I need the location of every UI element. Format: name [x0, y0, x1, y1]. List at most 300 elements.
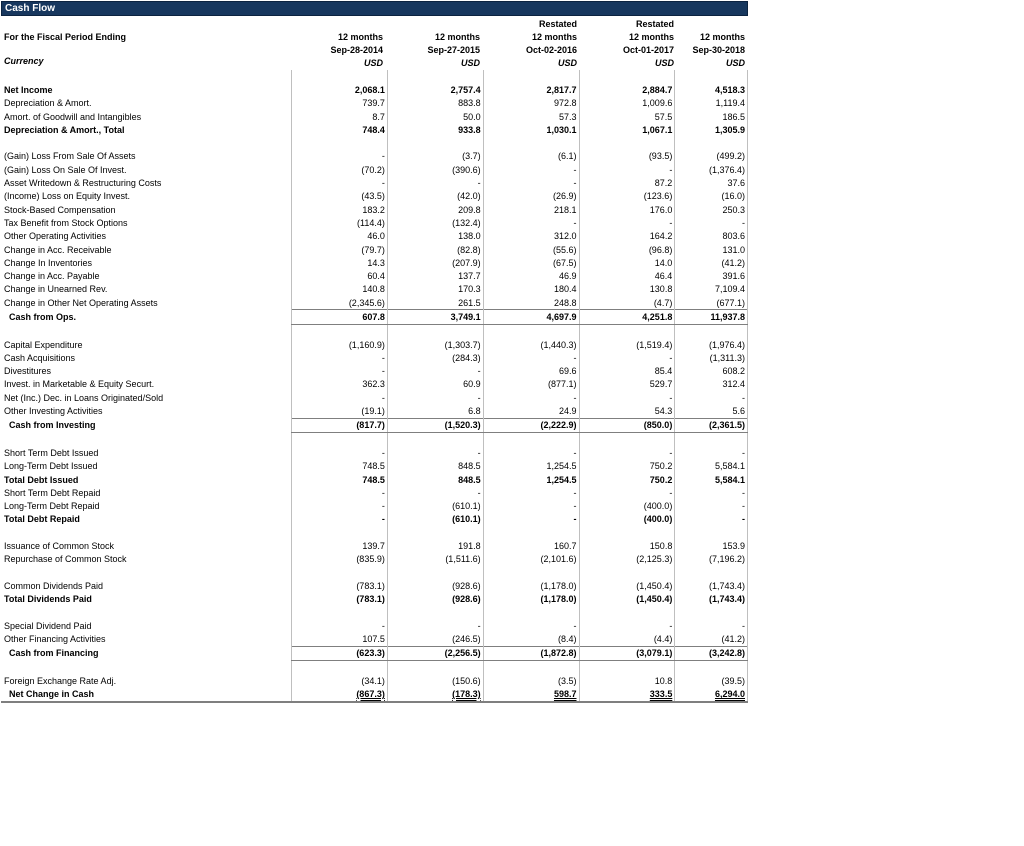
row-value: 140.8 [292, 283, 388, 296]
table-row [1, 593, 748, 606]
row-value: (1,303.7) [387, 338, 483, 351]
row-label: Cash from Ops. [9, 311, 77, 322]
table-header [1, 16, 748, 70]
row-value: 186.5 [675, 110, 748, 123]
column-header-currency: USD [725, 58, 745, 68]
row-value: 848.5 [387, 460, 483, 473]
row-value: - [483, 351, 579, 364]
row-value: 1,305.9 [675, 123, 748, 136]
row-value: 608.2 [675, 365, 748, 378]
row-label: Change in Other Net Operating Assets [4, 297, 158, 308]
row-label: Cash from Investing [9, 420, 96, 431]
row-value: 160.7 [483, 539, 579, 552]
row-value: (2,101.6) [483, 553, 579, 566]
column-header [481, 16, 577, 70]
row-value: (1,178.0) [483, 579, 579, 592]
column-header-line3: Oct-01-2017 [622, 45, 674, 55]
row-value: (623.3) [292, 646, 388, 660]
row-label: Long-Term Debt Issued [4, 461, 98, 472]
spacer-row [1, 324, 748, 338]
row-value: (178.3) [387, 688, 483, 701]
row-value [579, 70, 675, 83]
row-value: 6.8 [387, 404, 483, 418]
row-value: (2,256.5) [387, 646, 483, 660]
row-value: 138.0 [387, 230, 483, 243]
row-value: (390.6) [387, 163, 483, 176]
row-value: 137.7 [387, 269, 483, 282]
row-value: (93.5) [579, 150, 675, 163]
row-value: - [579, 619, 675, 632]
row-value: 14.3 [292, 256, 388, 269]
row-value: 69.6 [483, 365, 579, 378]
table-row [1, 283, 748, 296]
row-value: 14.0 [579, 256, 675, 269]
row-value: (114.4) [292, 216, 388, 229]
row-value [387, 433, 483, 447]
row-value: (610.1) [387, 500, 483, 513]
row-value: (928.6) [387, 593, 483, 606]
table-row [1, 391, 748, 404]
row-label [1, 661, 292, 675]
row-label: Total Debt Repaid [4, 514, 80, 525]
row-value: - [292, 176, 388, 189]
row-value: 1,254.5 [483, 460, 579, 473]
row-label [1, 324, 292, 338]
spacer-row [1, 433, 748, 447]
row-value: 10.8 [579, 674, 675, 687]
row-value: 312.4 [675, 378, 748, 391]
row-value: (1,872.8) [483, 646, 579, 660]
row-value: 748.4 [292, 123, 388, 136]
row-value: 250.3 [675, 203, 748, 216]
table-row [1, 310, 748, 324]
row-value: (1,160.9) [292, 338, 388, 351]
column-header-line2: 12 months [628, 32, 674, 42]
row-value: - [483, 163, 579, 176]
row-value [387, 566, 483, 579]
table-row [1, 619, 748, 632]
bottom-rule [1, 701, 748, 703]
row-value [675, 526, 748, 539]
row-value: 748.5 [292, 460, 388, 473]
row-value: 4,518.3 [675, 83, 748, 96]
row-value: (3,242.8) [675, 646, 748, 660]
row-value [675, 433, 748, 447]
row-value: (4.4) [579, 632, 675, 646]
row-value: (96.8) [579, 243, 675, 256]
row-value: 54.3 [579, 404, 675, 418]
column-header [384, 16, 480, 70]
cash-flow-table [1, 70, 748, 701]
row-value: (79.7) [292, 243, 388, 256]
row-value: 46.0 [292, 230, 388, 243]
row-value: - [579, 351, 675, 364]
row-value: 139.7 [292, 539, 388, 552]
row-value: (2,222.9) [483, 418, 579, 432]
row-value: 11,937.8 [675, 310, 748, 324]
row-value: - [483, 391, 579, 404]
row-value: 4,697.9 [483, 310, 579, 324]
row-value: (284.3) [387, 351, 483, 364]
table-row [1, 500, 748, 513]
row-value [483, 433, 579, 447]
row-value: 972.8 [483, 97, 579, 110]
row-value: - [483, 216, 579, 229]
table-row [1, 365, 748, 378]
column-header-line2: 12 months [337, 32, 383, 42]
table-row [1, 216, 748, 229]
row-value: 87.2 [579, 176, 675, 189]
row-label: Foreign Exchange Rate Adj. [4, 676, 117, 686]
column-header-currency: USD [557, 58, 577, 68]
row-value: 333.5 [579, 688, 675, 701]
row-value: (67.5) [483, 256, 579, 269]
row-value: (70.2) [292, 163, 388, 176]
row-value [387, 136, 483, 149]
table-row [1, 378, 748, 391]
row-value [579, 661, 675, 675]
row-value: 153.9 [675, 539, 748, 552]
table-row [1, 123, 748, 136]
row-value: (3,079.1) [579, 646, 675, 660]
table-row [1, 632, 748, 646]
row-value: (82.8) [387, 243, 483, 256]
row-value [292, 70, 388, 83]
row-value: (817.7) [292, 418, 388, 432]
row-label: Net Income [4, 84, 53, 95]
row-value: (246.5) [387, 632, 483, 646]
row-value: 50.0 [387, 110, 483, 123]
table-row [1, 473, 748, 486]
table-row [1, 446, 748, 459]
row-label: Tax Benefit from Stock Options [4, 217, 128, 228]
row-value: - [675, 486, 748, 499]
row-value [675, 324, 748, 338]
row-value: - [387, 619, 483, 632]
row-label: Change in Acc. Payable [4, 271, 100, 282]
row-value: (19.1) [292, 404, 388, 418]
column-header-line3: Oct-02-2016 [525, 45, 577, 55]
table-row [1, 418, 748, 432]
row-value: - [675, 500, 748, 513]
row-label [1, 70, 292, 83]
row-value: 37.6 [675, 176, 748, 189]
row-value: 2,817.7 [483, 83, 579, 96]
row-value: 598.7 [483, 688, 579, 701]
row-value: 191.8 [387, 539, 483, 552]
row-value: (26.9) [483, 190, 579, 203]
row-value: - [675, 391, 748, 404]
row-label: Depreciation & Amort., Total [4, 124, 125, 135]
row-label: Short Term Debt Repaid [4, 487, 101, 498]
row-value: 391.6 [675, 269, 748, 282]
row-label: Asset Writedown & Restructuring Costs [4, 178, 162, 189]
row-value: - [483, 513, 579, 526]
table-row [1, 553, 748, 566]
row-value: (3.7) [387, 150, 483, 163]
row-value [387, 661, 483, 675]
row-label: Special Dividend Paid [4, 620, 92, 631]
row-value: 750.2 [579, 473, 675, 486]
table-row [1, 110, 748, 123]
row-value [483, 70, 579, 83]
row-value [483, 606, 579, 619]
row-value: (43.5) [292, 190, 388, 203]
row-value: 248.8 [483, 296, 579, 310]
row-label: Other Financing Activities [4, 634, 106, 645]
row-value: 218.1 [483, 203, 579, 216]
table-row [1, 190, 748, 203]
row-value: 85.4 [579, 365, 675, 378]
column-header-line1 [649, 18, 745, 31]
row-value: - [483, 500, 579, 513]
row-value: 8.7 [292, 110, 388, 123]
row-label: Depreciation & Amort. [4, 98, 92, 109]
row-value: - [292, 150, 388, 163]
row-label: Amort. of Goodwill and Intangibles [4, 111, 142, 122]
row-value: 5,584.1 [675, 473, 748, 486]
spacer-row [1, 136, 748, 149]
row-label: Common Dividends Paid [4, 580, 104, 591]
row-label: Divestitures [4, 366, 52, 377]
row-value: (2,125.3) [579, 553, 675, 566]
row-value: (41.2) [675, 632, 748, 646]
row-value: (3.5) [483, 674, 579, 687]
row-value: (41.2) [675, 256, 748, 269]
table-row [1, 539, 748, 552]
row-label: Change In Inventories [4, 257, 93, 268]
column-header-currency: USD [363, 58, 383, 68]
row-value: 1,067.1 [579, 123, 675, 136]
row-value: (4.7) [579, 296, 675, 310]
row-value: - [483, 446, 579, 459]
table-row [1, 338, 748, 351]
row-value: 529.7 [579, 378, 675, 391]
row-value [292, 661, 388, 675]
row-value: (1,519.4) [579, 338, 675, 351]
table-row [1, 163, 748, 176]
row-value: 46.4 [579, 269, 675, 282]
column-header-line3: Sep-27-2015 [427, 45, 480, 55]
row-value: 4,251.8 [579, 310, 675, 324]
row-label: Invest. in Marketable & Equity Securt. [4, 379, 155, 390]
row-value [387, 526, 483, 539]
row-value: 183.2 [292, 203, 388, 216]
table-row [1, 351, 748, 364]
row-value: 57.5 [579, 110, 675, 123]
row-label: (Gain) Loss From Sale Of Assets [4, 151, 136, 162]
row-value [292, 606, 388, 619]
row-value [675, 70, 748, 83]
row-value [675, 566, 748, 579]
row-value: 60.9 [387, 378, 483, 391]
table-row [1, 243, 748, 256]
row-value [292, 136, 388, 149]
row-value: 46.9 [483, 269, 579, 282]
row-value: (8.4) [483, 632, 579, 646]
row-value: (1,440.3) [483, 338, 579, 351]
row-value: (1,311.3) [675, 351, 748, 364]
row-value [579, 324, 675, 338]
row-value: - [387, 486, 483, 499]
column-header-currency: USD [460, 58, 480, 68]
column-header-line3: Sep-28-2014 [330, 45, 383, 55]
row-value [579, 606, 675, 619]
row-value [387, 606, 483, 619]
row-value: - [387, 176, 483, 189]
table-row [1, 646, 748, 660]
row-value: - [292, 619, 388, 632]
row-value: - [387, 365, 483, 378]
row-value: 7,109.4 [675, 283, 748, 296]
row-value: (610.1) [387, 513, 483, 526]
row-value [579, 566, 675, 579]
row-label: Capital Expenditure [4, 339, 83, 350]
row-value: (677.1) [675, 296, 748, 310]
table-row [1, 460, 748, 473]
row-value: (1,743.4) [675, 579, 748, 592]
row-value: 24.9 [483, 404, 579, 418]
row-value: - [579, 446, 675, 459]
row-label: Net Change in Cash [9, 689, 95, 700]
table-row [1, 269, 748, 282]
row-value: - [292, 365, 388, 378]
row-value: - [579, 163, 675, 176]
row-value: 2,757.4 [387, 83, 483, 96]
row-value: - [483, 486, 579, 499]
row-label [1, 566, 292, 579]
currency-label: Currency [4, 56, 44, 66]
row-label: Other Investing Activities [4, 406, 103, 417]
table-row [1, 97, 748, 110]
row-value [579, 433, 675, 447]
row-value [483, 526, 579, 539]
column-header-line2: 12 months [531, 32, 577, 42]
table-row [1, 150, 748, 163]
row-value [579, 136, 675, 149]
row-value: (55.6) [483, 243, 579, 256]
column-header-line2: 12 months [434, 32, 480, 42]
row-value: (1,743.4) [675, 593, 748, 606]
spacer-row [1, 70, 748, 83]
row-value: (850.0) [579, 418, 675, 432]
row-value: (1,376.4) [675, 163, 748, 176]
spacer-row [1, 526, 748, 539]
table-row [1, 674, 748, 687]
row-label: Net (Inc.) Dec. in Loans Originated/Sold [4, 392, 164, 403]
cash-flow-sheet [1, 1, 748, 703]
row-value: (1,178.0) [483, 593, 579, 606]
row-value: - [675, 216, 748, 229]
row-label [1, 526, 292, 539]
row-value: - [292, 446, 388, 459]
column-header-line1 [287, 18, 383, 31]
row-value [675, 136, 748, 149]
row-value: - [387, 391, 483, 404]
row-value: 130.8 [579, 283, 675, 296]
column-header [287, 16, 383, 70]
row-value: 170.3 [387, 283, 483, 296]
table-row [1, 404, 748, 418]
row-value [579, 526, 675, 539]
row-value: - [675, 446, 748, 459]
row-value: - [292, 391, 388, 404]
row-label [1, 433, 292, 447]
column-header-line1: Restated [635, 19, 674, 29]
row-value: 883.8 [387, 97, 483, 110]
row-value: (207.9) [387, 256, 483, 269]
row-value: (1,520.3) [387, 418, 483, 432]
row-value: 176.0 [579, 203, 675, 216]
row-value: - [292, 486, 388, 499]
row-value: 180.4 [483, 283, 579, 296]
column-header [649, 16, 745, 70]
row-value: - [292, 500, 388, 513]
table-row [1, 230, 748, 243]
spacer-row [1, 606, 748, 619]
row-value: 2,884.7 [579, 83, 675, 96]
row-value [292, 526, 388, 539]
row-value [483, 661, 579, 675]
row-value: - [579, 391, 675, 404]
row-value: - [483, 619, 579, 632]
row-label: Issuance of Common Stock [4, 541, 115, 552]
row-value: 150.8 [579, 539, 675, 552]
row-value: 261.5 [387, 296, 483, 310]
row-value: 1,254.5 [483, 473, 579, 486]
spacer-row [1, 661, 748, 675]
row-value [483, 566, 579, 579]
row-label [1, 606, 292, 619]
row-value: (132.4) [387, 216, 483, 229]
row-value [292, 324, 388, 338]
row-label: Cash Acquisitions [4, 352, 76, 363]
table-row [1, 256, 748, 269]
row-value: 739.7 [292, 97, 388, 110]
table-row [1, 176, 748, 189]
row-value: (400.0) [579, 513, 675, 526]
row-value: (42.0) [387, 190, 483, 203]
sheet-title: Cash Flow [1, 1, 748, 16]
row-value: - [292, 513, 388, 526]
row-value: 312.0 [483, 230, 579, 243]
row-label: Change in Unearned Rev. [4, 284, 108, 295]
row-value: (39.5) [675, 674, 748, 687]
row-label: Long-Term Debt Repaid [4, 501, 100, 512]
row-label: Repurchase of Common Stock [4, 554, 127, 565]
row-value: (867.3) [292, 688, 388, 701]
table-row [1, 579, 748, 592]
period-label: For the Fiscal Period Ending [4, 32, 127, 42]
row-label [1, 136, 292, 149]
column-header-line1: Restated [538, 19, 577, 29]
row-value: 60.4 [292, 269, 388, 282]
row-value: - [483, 176, 579, 189]
row-value: (835.9) [292, 553, 388, 566]
table-row [1, 296, 748, 310]
row-value: 5.6 [675, 404, 748, 418]
row-label: Stock-Based Compensation [4, 204, 116, 215]
row-value: (499.2) [675, 150, 748, 163]
row-value: (16.0) [675, 190, 748, 203]
column-header-currency: USD [654, 58, 674, 68]
row-value: 848.5 [387, 473, 483, 486]
row-value: (1,450.4) [579, 593, 675, 606]
row-label: Cash from Financing [9, 648, 99, 659]
row-value: (2,361.5) [675, 418, 748, 432]
row-value: (928.6) [387, 579, 483, 592]
row-value: (1,511.6) [387, 553, 483, 566]
